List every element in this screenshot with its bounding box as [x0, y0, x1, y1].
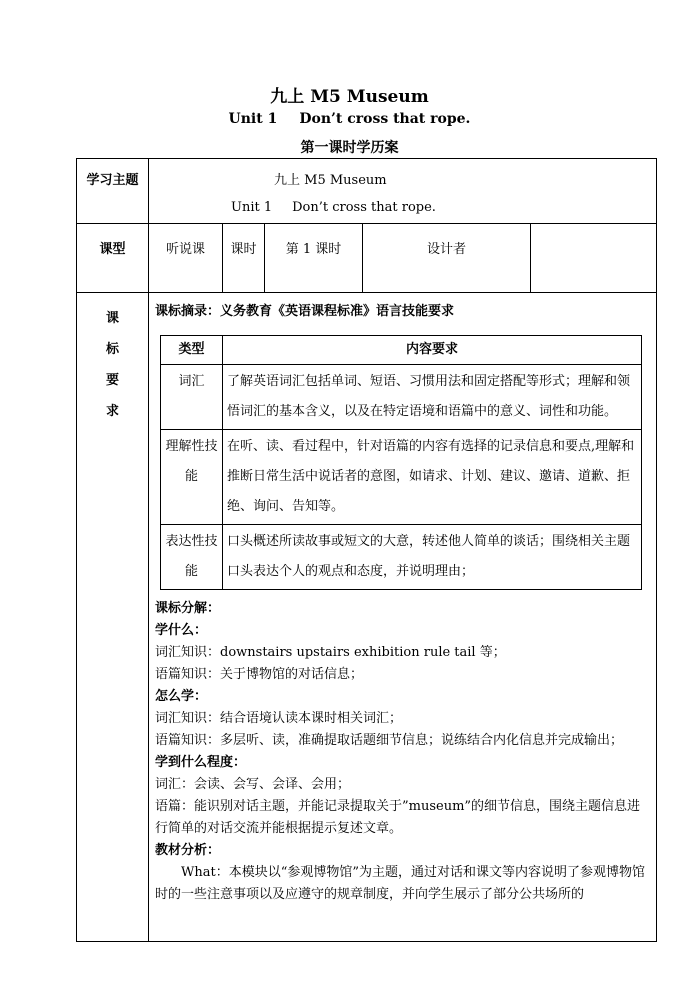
requirements-col-content: 内容要求 [223, 336, 642, 365]
how-text: 语篇知识：多层听、读，准确提取话题细节信息；说练结合内化信息并完成输出； [155, 733, 624, 748]
section-char: 求 [105, 404, 119, 419]
unit-number: Unit 1 [228, 111, 278, 127]
period-value: 第 1 课时 [265, 224, 363, 293]
requirements-row [161, 430, 642, 525]
requirements-table [160, 335, 642, 590]
how-vocab: 词汇知识：结合语境认读本课时相关词汇； [155, 711, 403, 726]
lesson-plan-table [76, 158, 657, 942]
section-char: 标 [105, 342, 119, 357]
requirement-content: 了解英语词汇包括单词、短语、习惯用法和固定搭配等形式；理解和领悟词汇的基本含义，以及在特定语境和语篇中的意义、词性和功能。 [223, 365, 642, 430]
breakdown-heading: 课标分解： [155, 601, 221, 616]
type-value: 听说课 [149, 224, 223, 293]
level-text: 语篇：能识别对话主题，并能记录提取关于”museum”的细节信息，围绕主题信息进行简单的对话交流并能根据提示复述文章。 [155, 799, 641, 836]
what-vocab: 词汇知识：downstairs upstairs exhibition rule tail 等； [155, 645, 506, 660]
standards-row [77, 293, 657, 942]
designer-value [531, 224, 657, 293]
section-char: 要 [105, 373, 119, 388]
designer-label: 设计者 [363, 224, 531, 293]
how-heading: 怎么学： [155, 689, 208, 704]
requirement-content: 在听、读、看过程中，针对语篇的内容有选择的记录信息和要点,理解和推断日常生活中说话者的意图，如请求、计划、建议、邀请、道歉、拒绝、询问、告知等。 [223, 430, 642, 525]
unit-title [0, 111, 699, 127]
period-label: 课时 [223, 224, 265, 293]
document-subtitle: 第一课时学历案 [300, 140, 399, 156]
section-label [77, 293, 149, 942]
analysis-text: What：本模块以“参观博物馆”为主题，通过对话和课文等内容说明了参观博物馆时的一些注意事项以及应遵守的规章制度，并向学生展示了部分公共场所的 [155, 865, 646, 902]
analysis-heading: 教材分析： [155, 843, 221, 858]
standard-heading: 课标摘录：义务教育《英语课程标准》语言技能要求 [155, 304, 455, 319]
theme-line1: 九上 M5 Museum [274, 173, 387, 188]
section-char: 课 [105, 311, 119, 326]
course-type-row [77, 224, 657, 293]
level-heading: 学到什么程度： [155, 755, 247, 770]
requirement-type: 词汇 [161, 365, 223, 430]
standards-content [149, 293, 657, 942]
theme-line2 [149, 200, 656, 215]
requirements-row [161, 365, 642, 430]
theme-row [77, 159, 657, 224]
lesson-title: Don’t cross that rope. [299, 111, 471, 127]
what-heading: 学什么： [155, 623, 208, 638]
page-title: 九上 M5 Museum [270, 87, 429, 107]
requirement-content: 口头概述所读故事或短文的大意，转述他人简单的谈话；围绕相关主题口头表达个人的观点和态度，并说明理由； [223, 525, 642, 590]
requirement-type: 理解性技能 [161, 430, 223, 525]
requirement-type: 表达性技能 [161, 525, 223, 590]
requirements-row [161, 525, 642, 590]
theme-value [149, 159, 657, 224]
level-vocab: 词汇：会读、会写、会译、会用； [155, 777, 351, 792]
theme-unit: Unit 1 [231, 200, 273, 215]
theme-lesson: Don’t cross that rope. [292, 200, 436, 215]
type-label: 课型 [77, 224, 149, 293]
theme-label: 学习主题 [77, 159, 149, 224]
requirements-col-type: 类型 [161, 336, 223, 365]
what-text: 语篇知识：关于博物馆的对话信息； [155, 667, 364, 682]
